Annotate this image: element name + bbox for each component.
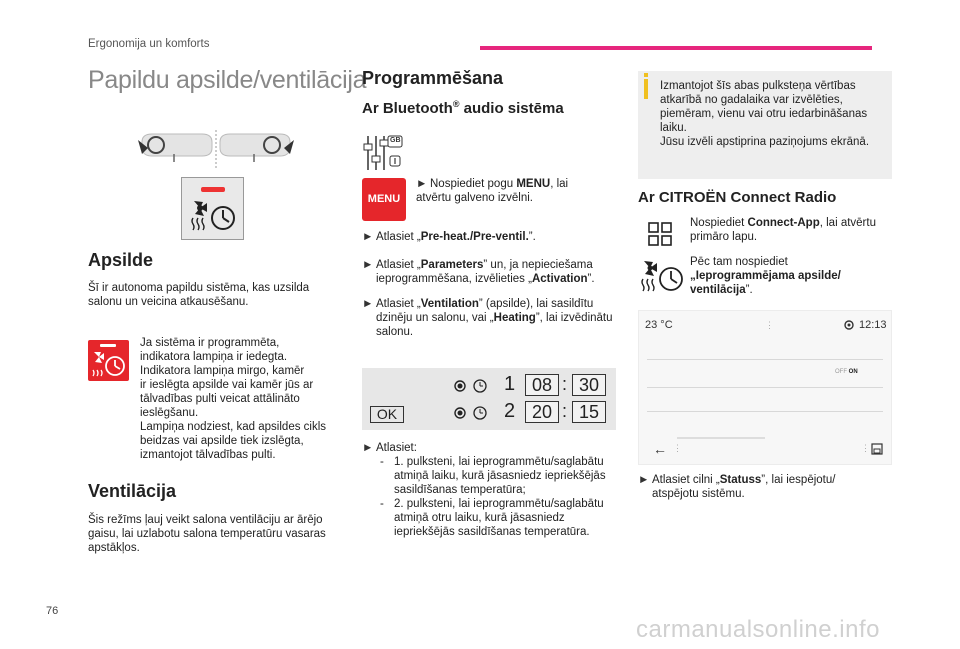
bluetooth-subtitle: Ar Bluetooth® audio sistēma [362,99,564,117]
indicator-icon [88,340,129,381]
step-connect-app: Nospiediet Connect-App, lai atvērtu primāro lapu. [690,217,876,243]
step-ventilation: ► Atlasiet „Ventilation” (apsilde), lai sasildītu dzinēju un salonu, vai „Heating”, lai izvēdinātu salonu. [362,298,613,338]
page-number: 76 [46,605,59,617]
fan-clock-icon [190,198,238,234]
watermark: carmanualsonline.info [636,616,880,643]
colon2: : [562,401,568,421]
info-icon [644,79,648,99]
status-toggle[interactable]: OFF ON [835,369,858,375]
clock1-hour: 08 [525,374,559,396]
clock2-minute: 15 [572,401,606,423]
option-1: - 1. pulksteni, lai ieprogrammētu/saglabātu atmiņā laiku, kurā jāsasniedz iepriekšējās sasildīšanas temperatūra; [380,456,606,496]
step-preheat-app: Pēc tam nospiediet „Ieprogrammējama apsilde/ ventilācija”. [690,256,841,296]
preheat-app-icon [640,258,684,294]
colon1: : [562,374,568,394]
clock2-hour: 20 [525,401,559,423]
back-arrow-icon[interactable]: ← [653,441,667,457]
screen-time: 12:13 [859,319,887,331]
select-label: ► Atlasiet: [362,442,417,454]
radio-screen: 23 °C ⋮ 12:13 OFF ON ← ⋮ ⋮ [638,310,892,465]
step-parameters: ► Atlasiet „Parameters” un, ja nepieciešama ieprogrammēšana, izvēlieties „Activation”. [362,259,595,285]
app-grid-icon [648,222,672,246]
save-icon[interactable] [871,443,883,455]
mirror-illustration [138,128,294,170]
gb-label: GB [390,137,401,144]
step-menu: ► Nospiediet pogu MENU, lai atvērtu galveno izvēlni. [416,178,569,204]
settings-gear-icon[interactable] [843,319,855,331]
ventilation-title: Ventilācija [88,481,177,501]
clock1-minute: 30 [572,374,606,396]
heating-title: Apsilde [88,250,154,270]
timer2-icon [452,405,492,421]
menu-button-icon: MENU [362,178,406,221]
heater-button-illustration [181,177,244,240]
clock2-number: 2 [504,400,516,422]
header-section: Ergonomija un komforts [88,38,210,50]
ok-box: OK [370,406,404,423]
ventilation-text: Šis režīms ļauj veikt salona ventilāciju ar ārējo gaisu, lai uzlabotu salona temperatūru vasaras apstākļos. [88,514,326,554]
connect-radio-title: Ar CITROËN Connect Radio [638,189,837,206]
indicator-text: Ja sistēma ir programmēta, indikatora lampiņa ir iedegta. Indikatora lampiņa mirgo, kamēr ir ieslēgta apsilde vai kamēr jūs ar tālvadības pulti veicat attālināto ieslēgšanu. Lampiņa nodziest, kad apsildes cikls beidzas vai apsilde tiek izslēgta, izmantojot tālvadības pulti. [140,337,327,461]
screen-temp: 23 °C [645,319,673,331]
programming-title: Programmēšana [362,68,504,88]
header-accent-bar [480,46,872,50]
info-icon-dot [644,73,648,77]
info-text: Izmantojot šīs abas pulksteņa vērtības atkarībā no gadalaika var izvēlēties, piemēram, vienu vai otru iedarbināšanas laiku. Jūsu izvēli apstiprina paziņojums ekrānā. [660,80,870,148]
step-preheat: ► Atlasiet „Pre-heat./Pre-ventil.”. [362,231,536,243]
option-2: - 2. pulksteni, lai ieprogrammētu/saglabātu atmiņā otru laiku, kurā jāsasniedz iepriekšējās sasildīšanas temperatūra. [380,498,604,538]
step-status: ► Atlasiet cilni „Statuss”, lai iespējotu/ atspējotu sistēmu. [638,474,836,500]
clock-display [362,368,616,430]
heating-text: Šī ir autonoma papildu sistēma, kas uzsilda salonu un veicina atkausēšanu. [88,282,310,308]
info-box [638,71,892,179]
page-title: Papildu apsilde/ventilācija [88,66,367,94]
clock1-number: 1 [504,373,516,395]
indicator-lamp [201,187,225,192]
timer1-icon [452,378,492,394]
